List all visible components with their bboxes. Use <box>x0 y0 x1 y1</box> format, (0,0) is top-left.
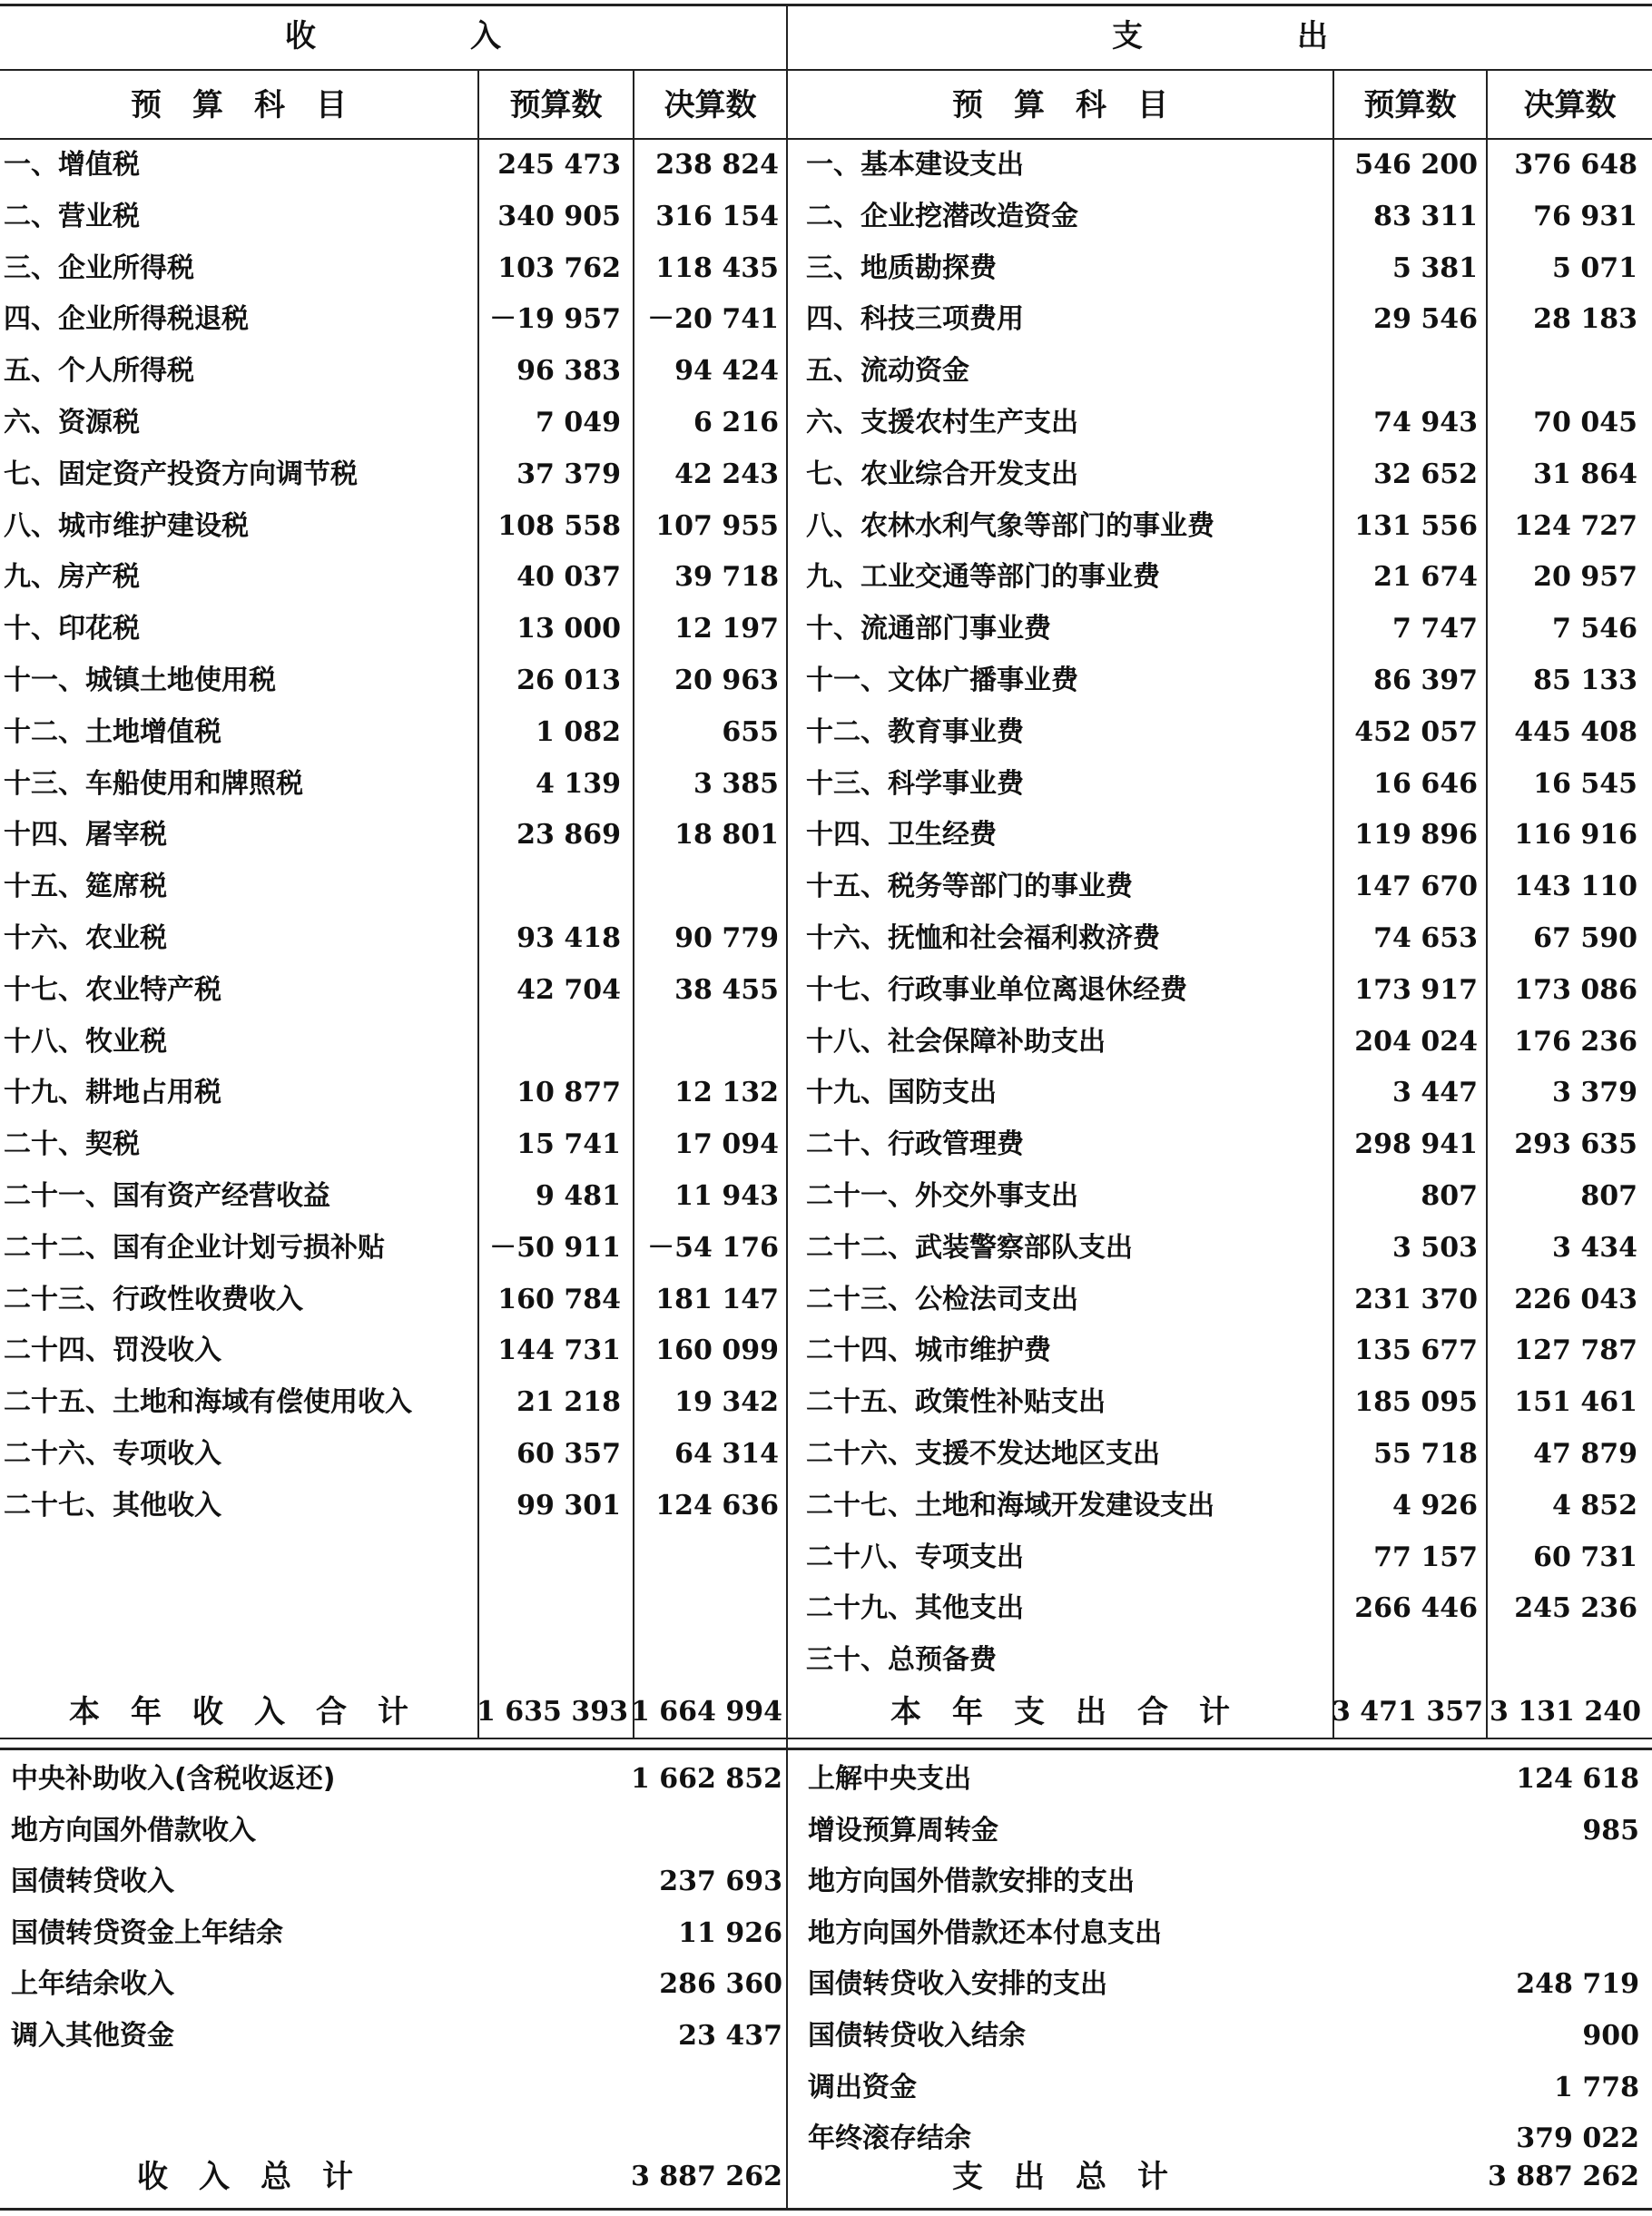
income-budget-value: 160 784 <box>497 1283 621 1315</box>
expense-final-value: 31 864 <box>1533 458 1637 490</box>
expense-budget-value: 74 943 <box>1373 407 1478 438</box>
income-item-label: 十六、农业税 <box>4 922 167 954</box>
income-budget-value: 99 301 <box>516 1489 621 1522</box>
income-item-label: 二十三、行政性收费收入 <box>4 1283 303 1315</box>
income-item-label: 十、印花税 <box>4 613 140 645</box>
expense-budget-value: 7 747 <box>1392 613 1478 645</box>
expense-budget-value: 74 653 <box>1373 922 1478 954</box>
income-extra-label: 中央补助收入(含税收返还) <box>11 1763 336 1795</box>
income-final-value: 20 963 <box>674 665 779 696</box>
income-item-label: 二十七、其他收入 <box>4 1489 221 1522</box>
expense-budget-value: 32 652 <box>1373 458 1478 490</box>
expense-final-value: 226 043 <box>1514 1283 1637 1315</box>
income-final-value: 3 385 <box>693 767 779 800</box>
expense-budget-value: 3 447 <box>1392 1077 1478 1109</box>
income-budget-value: 60 357 <box>516 1438 621 1470</box>
expense-header: 支 出 <box>1112 18 1328 54</box>
income-budget-value: 7 049 <box>536 407 621 438</box>
income-budget-value: 40 037 <box>516 561 621 594</box>
expense-item-label: 二十八、专项支出 <box>806 1541 1024 1573</box>
income-budget-value: 144 731 <box>497 1335 621 1367</box>
expense-final-value: 124 727 <box>1514 509 1637 542</box>
income-item-label: 二十二、国有企业计划亏损补贴 <box>4 1231 385 1264</box>
income-budget-value: 4 139 <box>536 767 621 800</box>
expense-budget-value: 119 896 <box>1354 819 1478 852</box>
subtotal-rule <box>0 1738 1652 1739</box>
expense-final-value: 28 183 <box>1533 303 1637 336</box>
expense-item-label: 二十一、外交外事支出 <box>806 1180 1078 1212</box>
expense-budget-value: 5 381 <box>1392 251 1478 284</box>
expense-budget-value: 135 677 <box>1354 1335 1478 1367</box>
expense-item-label: 十、流通部门事业费 <box>806 613 1051 645</box>
income-item-label: 十八、牧业税 <box>4 1025 167 1058</box>
expense-budget-value: 4 926 <box>1392 1489 1478 1522</box>
expense-final-value: 3 379 <box>1552 1077 1637 1109</box>
expense-item-label: 二十九、其他支出 <box>806 1592 1024 1625</box>
income-item-header: 预 算 科 目 <box>131 87 347 123</box>
expense-item-label: 二十六、支援不发达地区支出 <box>806 1438 1160 1470</box>
expense-extra-label: 地方向国外借款安排的支出 <box>808 1866 1135 1898</box>
expense-budget-value: 16 646 <box>1373 767 1478 800</box>
income-final-value: 17 094 <box>674 1128 779 1161</box>
expense-item-label: 二十七、土地和海域开发建设支出 <box>806 1489 1214 1522</box>
income-extra-label: 调入其他资金 <box>11 2020 174 2052</box>
expense-subtotal-budget: 3 471 357 <box>1331 1696 1483 1728</box>
expense-item-label: 十二、教育事业费 <box>806 715 1024 748</box>
expense-extra-label: 上解中央支出 <box>808 1763 971 1795</box>
income-item-label: 十一、城镇土地使用税 <box>4 665 276 696</box>
expense-item-header: 预 算 科 目 <box>952 87 1168 123</box>
expense-final-value: 5 071 <box>1552 251 1637 284</box>
income-item-label: 六、资源税 <box>4 407 140 438</box>
expense-final-value: 20 957 <box>1533 561 1637 594</box>
expense-item-label: 六、支援农村生产支出 <box>806 407 1078 438</box>
expense-item-label: 十四、卫生经费 <box>806 819 997 852</box>
expense-extra-value: 124 618 <box>1516 1763 1639 1795</box>
income-header: 收 入 <box>285 18 501 54</box>
expense-extra-label: 年终滚存结余 <box>808 2122 971 2155</box>
income-final-value: 18 801 <box>674 819 779 852</box>
expense-budget-value: 55 718 <box>1373 1438 1478 1470</box>
income-item-label: 二十五、土地和海域有偿使用收入 <box>4 1386 412 1419</box>
income-budget-value: 13 000 <box>516 613 621 645</box>
expense-budget-value: 298 941 <box>1354 1128 1478 1161</box>
expense-final-value: 127 787 <box>1514 1335 1637 1367</box>
income-item-label: 十四、屠宰税 <box>4 819 167 852</box>
expense-budget-value: 546 200 <box>1354 149 1478 181</box>
expense-item-label: 二十二、武装警察部队支出 <box>806 1231 1133 1264</box>
income-final-value: 6 216 <box>693 407 779 438</box>
center-divider <box>786 4 788 2211</box>
income-budget-value: 93 418 <box>516 922 621 954</box>
expense-grand-total-label: 支 出 总 计 <box>952 2159 1168 2195</box>
income-item-label: 二十四、罚没收入 <box>4 1335 221 1367</box>
expense-final-value: 47 879 <box>1533 1438 1637 1470</box>
expense-final-value: 376 648 <box>1514 149 1637 181</box>
income-item-label: 八、城市维护建设税 <box>4 509 249 542</box>
expense-extra-label: 地方向国外借款还本付息支出 <box>808 1916 1162 1949</box>
income-extra-value: 11 926 <box>678 1916 782 1949</box>
expense-budget-value: 807 <box>1421 1180 1478 1212</box>
expense-item-label: 十三、科学事业费 <box>806 767 1024 800</box>
income-subtotal-final: 1 664 994 <box>630 1696 782 1728</box>
expense-final-value: 116 916 <box>1514 819 1637 852</box>
expense-extra-value: 985 <box>1582 1814 1639 1847</box>
expense-budget-value: 77 157 <box>1373 1541 1478 1573</box>
income-final-value: 19 342 <box>674 1386 779 1419</box>
income-col-divider-2 <box>633 71 634 1739</box>
income-budget-value: 42 704 <box>516 973 621 1006</box>
expense-extra-value: 1 778 <box>1554 2071 1639 2103</box>
expense-final-value: 245 236 <box>1514 1592 1637 1625</box>
expense-extra-value: 900 <box>1582 2020 1639 2052</box>
expense-final-value: 445 408 <box>1514 715 1637 748</box>
expense-budget-value: 131 556 <box>1354 509 1478 542</box>
expense-final-value: 807 <box>1580 1180 1637 1212</box>
income-budget-value: 108 558 <box>497 509 621 542</box>
income-item-label: 二十六、专项收入 <box>4 1438 221 1470</box>
expense-final-value: 4 852 <box>1552 1489 1637 1522</box>
expense-item-label: 二十三、公检法司支出 <box>806 1283 1078 1315</box>
income-col-divider-1 <box>477 71 479 1739</box>
expense-final-value: 70 045 <box>1533 407 1637 438</box>
income-item-label: 十二、土地增值税 <box>4 715 221 748</box>
expense-budget-value: 21 674 <box>1373 561 1478 594</box>
expense-final-value: 16 545 <box>1533 767 1637 800</box>
income-item-label: 七、固定资产投资方向调节税 <box>4 458 358 490</box>
expense-budget-value: 83 311 <box>1373 200 1478 232</box>
income-final-value: 42 243 <box>674 458 779 490</box>
expense-item-label: 二十四、城市维护费 <box>806 1335 1051 1367</box>
expense-budget-value: 3 503 <box>1392 1231 1478 1264</box>
income-extra-value: 23 437 <box>678 2020 782 2052</box>
expense-final-header: 决算数 <box>1523 87 1617 123</box>
bottom-rule <box>0 2208 1652 2211</box>
expense-item-label: 一、基本建设支出 <box>806 149 1024 181</box>
income-budget-value: 23 869 <box>516 819 621 852</box>
income-budget-value: 9 481 <box>536 1180 621 1212</box>
income-subtotal-label: 本 年 收 入 合 计 <box>69 1694 408 1730</box>
income-final-value: 118 435 <box>655 251 779 284</box>
income-item-label: 一、增值税 <box>4 149 140 181</box>
expense-budget-value: 86 397 <box>1373 665 1478 696</box>
income-extra-label: 地方向国外借款收入 <box>11 1814 256 1847</box>
expense-item-label: 三、地质勘探费 <box>806 251 997 284</box>
income-extra-label: 国债转贷收入 <box>11 1866 174 1898</box>
expense-item-label: 二十、行政管理费 <box>806 1128 1024 1161</box>
income-item-label: 十九、耕地占用税 <box>4 1077 221 1109</box>
income-final-value: 90 779 <box>674 922 779 954</box>
income-extra-value: 237 693 <box>659 1866 782 1898</box>
income-grand-total-label: 收 入 总 计 <box>137 2159 353 2195</box>
expense-subtotal-label: 本 年 支 出 合 计 <box>890 1694 1230 1730</box>
expense-item-label: 十八、社会保障补助支出 <box>806 1025 1106 1058</box>
expense-grand-total-value: 3 887 262 <box>1487 2161 1639 2192</box>
income-item-label: 二、营业税 <box>4 200 140 232</box>
expense-extra-label: 国债转贷收入结余 <box>808 2020 1026 2052</box>
expense-item-label: 七、农业综合开发支出 <box>806 458 1078 490</box>
expense-extra-label: 国债转贷收入安排的支出 <box>808 1968 1107 2001</box>
income-final-value: 655 <box>722 715 779 748</box>
expense-item-label: 八、农林水利气象等部门的事业费 <box>806 509 1214 542</box>
expense-extra-label: 调出资金 <box>808 2071 917 2103</box>
expense-final-value: 3 434 <box>1552 1231 1637 1264</box>
income-final-value: 316 154 <box>655 200 779 232</box>
income-final-value: 11 943 <box>674 1180 779 1212</box>
expense-budget-value: 452 057 <box>1354 715 1478 748</box>
income-final-value: －54 176 <box>647 1231 779 1264</box>
income-extra-label: 上年结余收入 <box>11 1968 174 2001</box>
column-header-rule <box>0 138 1652 140</box>
expense-final-value: 7 546 <box>1552 613 1637 645</box>
expense-budget-value: 29 546 <box>1373 303 1478 336</box>
income-final-value: 181 147 <box>655 1283 779 1315</box>
expense-item-label: 十七、行政事业单位离退休经费 <box>806 973 1187 1006</box>
income-extra-value: 1 662 852 <box>630 1763 782 1795</box>
expense-final-value: 67 590 <box>1533 922 1637 954</box>
income-item-label: 十三、车船使用和牌照税 <box>4 767 303 800</box>
income-budget-value: 1 082 <box>536 715 621 748</box>
expense-final-value: 151 461 <box>1514 1386 1637 1419</box>
income-item-label: 二十一、国有资产经营收益 <box>4 1180 330 1212</box>
expense-final-value: 293 635 <box>1514 1128 1637 1161</box>
income-subtotal-budget: 1 635 393 <box>476 1696 628 1728</box>
expense-final-value: 60 731 <box>1533 1541 1637 1573</box>
income-extra-label: 国债转贷资金上年结余 <box>11 1916 283 1949</box>
income-budget-value: 96 383 <box>516 355 621 388</box>
expense-budget-value: 147 670 <box>1354 871 1478 903</box>
income-final-header: 决算数 <box>664 87 757 123</box>
income-item-label: 五、个人所得税 <box>4 355 194 388</box>
expense-col-divider-2 <box>1486 71 1488 1739</box>
income-final-value: 38 455 <box>674 973 779 1006</box>
expense-item-label: 十一、文体广播事业费 <box>806 665 1078 696</box>
expense-item-label: 十五、税务等部门的事业费 <box>806 871 1133 903</box>
expense-item-label: 四、科技三项费用 <box>806 303 1024 336</box>
expense-extra-label: 增设预算周转金 <box>808 1814 998 1847</box>
header-rule <box>0 69 1652 71</box>
expense-extra-value: 248 719 <box>1516 1968 1639 2001</box>
expense-budget-value: 266 446 <box>1354 1592 1478 1625</box>
income-final-value: 124 636 <box>655 1489 779 1522</box>
expense-final-value: 76 931 <box>1533 200 1637 232</box>
expense-item-label: 九、工业交通等部门的事业费 <box>806 561 1160 594</box>
income-budget-value: 26 013 <box>516 665 621 696</box>
income-budget-value: －19 957 <box>489 303 621 336</box>
income-final-value: 160 099 <box>655 1335 779 1367</box>
expense-final-value: 176 236 <box>1514 1025 1637 1058</box>
income-item-label: 四、企业所得税退税 <box>4 303 249 336</box>
income-extra-value: 286 360 <box>659 1968 782 2001</box>
expense-budget-header: 预算数 <box>1363 87 1457 123</box>
expense-budget-value: 185 095 <box>1354 1386 1478 1419</box>
expense-item-label: 二十五、政策性补贴支出 <box>806 1386 1106 1419</box>
expense-budget-value: 173 917 <box>1354 973 1478 1006</box>
income-item-label: 九、房产税 <box>4 561 140 594</box>
income-final-value: 64 314 <box>674 1438 779 1470</box>
income-budget-value: 37 379 <box>516 458 621 490</box>
expense-item-label: 十六、抚恤和社会福利救济费 <box>806 922 1160 954</box>
income-budget-value: 103 762 <box>497 251 621 284</box>
income-item-label: 三、企业所得税 <box>4 251 194 284</box>
expense-item-label: 二、企业挖潜改造资金 <box>806 200 1078 232</box>
income-final-value: 94 424 <box>674 355 779 388</box>
expense-final-value: 85 133 <box>1533 665 1637 696</box>
top-rule <box>0 4 1652 6</box>
expense-subtotal-final: 3 131 240 <box>1489 1696 1641 1728</box>
expense-col-divider-1 <box>1332 71 1334 1739</box>
income-budget-value: 21 218 <box>516 1386 621 1419</box>
expense-final-value: 143 110 <box>1514 871 1637 903</box>
income-budget-header: 预算数 <box>509 87 603 123</box>
expense-final-value: 173 086 <box>1514 973 1637 1006</box>
expense-item-label: 十九、国防支出 <box>806 1077 997 1109</box>
income-budget-value: 15 741 <box>516 1128 621 1161</box>
income-final-value: 12 132 <box>674 1077 779 1109</box>
expense-extra-value: 379 022 <box>1516 2122 1639 2155</box>
income-grand-total-value: 3 887 262 <box>630 2161 782 2192</box>
income-item-label: 十五、筵席税 <box>4 871 167 903</box>
expense-item-label: 五、流动资金 <box>806 355 969 388</box>
income-final-value: 107 955 <box>655 509 779 542</box>
income-item-label: 二十、契税 <box>4 1128 140 1161</box>
income-final-value: －20 741 <box>647 303 779 336</box>
income-final-value: 39 718 <box>674 561 779 594</box>
expense-budget-value: 204 024 <box>1354 1025 1478 1058</box>
expense-item-label: 三十、总预备费 <box>806 1644 997 1677</box>
expense-budget-value: 231 370 <box>1354 1283 1478 1315</box>
income-budget-value: 10 877 <box>516 1077 621 1109</box>
section-rule <box>0 1748 1652 1750</box>
income-final-value: 12 197 <box>674 613 779 645</box>
income-final-value: 238 824 <box>655 149 779 181</box>
income-item-label: 十七、农业特产税 <box>4 973 221 1006</box>
income-budget-value: 245 473 <box>497 149 621 181</box>
income-budget-value: 340 905 <box>497 200 621 232</box>
income-budget-value: －50 911 <box>489 1231 621 1264</box>
